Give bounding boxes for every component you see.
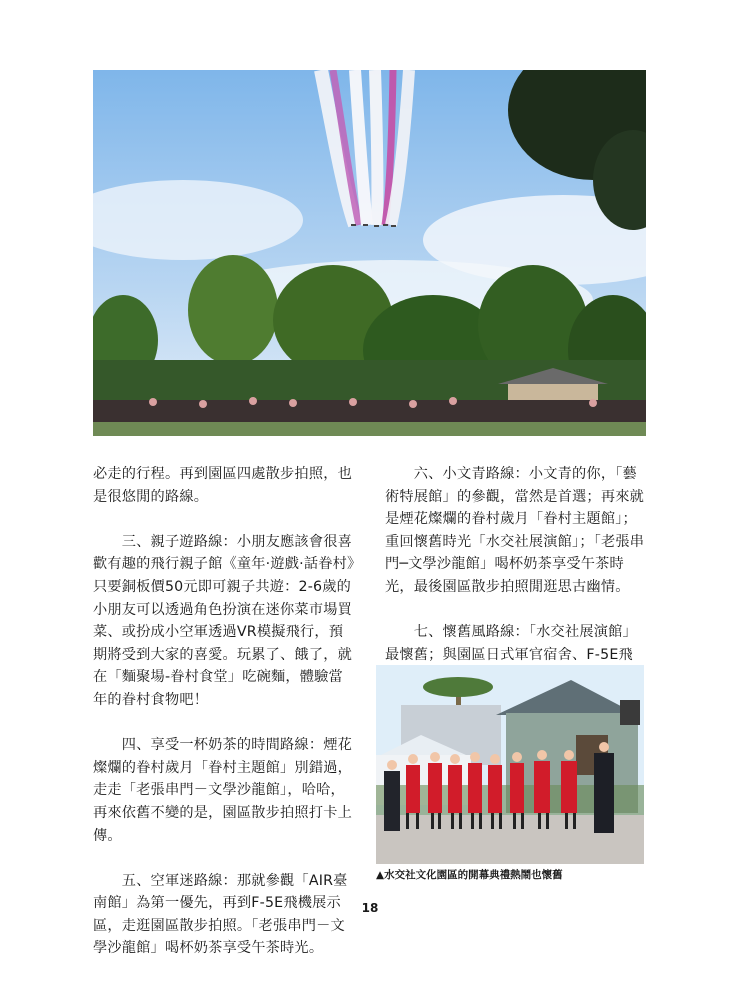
paragraph-route-3: 三、親子遊路線：小朋友應該會很喜歡有趣的飛行親子館《童年·遊戲·話眷村》只要銅板價50元即可親子共遊：2-6歲的小朋友可以透過角色扮演在迷你菜市場買菜、或扮成小空軍透過VR模擬飛行，預期將受到大家的喜愛。玩累了、餓了，就在「麵聚場-眷村食堂」吃碗麵，體驗當年的眷村食物吧！: [93, 533, 355, 708]
ceremony-illustration: [376, 665, 644, 864]
photo-caption: ▲水交社文化園區的開幕典禮熱鬧也懷舊: [376, 869, 563, 881]
airshow-photo: [93, 70, 646, 436]
ceremony-photo: [376, 665, 644, 864]
paragraph-route-6: 六、小文青路線：小文青的你，「藝術特展館」的參觀，當然是首選；再來就是煙花燦爛的眷村歲月「眷村主題館」；重回懷舊時光「水交社展演館」；「老張串門─文學沙龍館」喝杯奶茶享受午茶時光，最後園區散步拍照閒逛思古幽情。: [385, 466, 645, 595]
airshow-illustration: [93, 70, 646, 436]
paragraph-route-5: 五、空軍迷路線：那就參觀「AIR臺南館」為第一優先，再到F-5E飛機展示區，走逛園區散步拍照。「老張串門－文學沙龍館」喝杯奶茶享受午茶時光。: [93, 872, 348, 957]
paragraph-route-4: 四、享受一杯奶茶的時間路線：煙花燦爛的眷村歲月「眷村主題館」別錯過，走走「老張串門－文學沙龍館」，哈哈，再來依舊不變的是，園區散步拍照打卡上傳。: [93, 737, 352, 844]
paragraph-route-7: 七、懷舊風路線：「水交社展演館」最懷舊；與園區日式軍官宿舍、F-5E飛: [385, 624, 637, 663]
paragraph-intro: 必走的行程。再到園區四處散步拍照，也是很悠閒的路線。: [93, 466, 352, 505]
page-number: 18: [361, 901, 379, 915]
